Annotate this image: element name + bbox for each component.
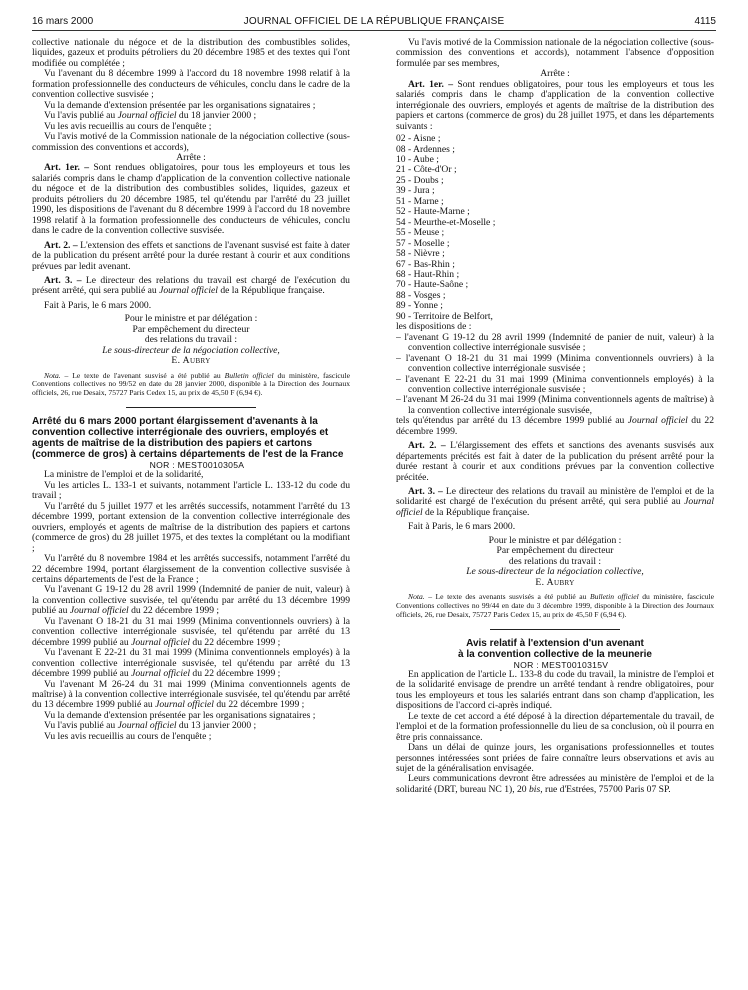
section-divider	[490, 629, 620, 630]
signature-block: Pour le ministre et par délégation : Par empêchement du directeur des relations du travail : Le sous-directeur de la négociation collective, E. Aubry	[396, 536, 714, 588]
avenant-item: – l'avenant M 26-24 du 31 mai 1999 (Minima conventionnels agents de maîtrise) à la convention collective interrégionale susvisée,	[396, 394, 714, 416]
vu-avis-jo: Vu l'avis publié au Journal officiel du 13 janvier 2000 ;	[44, 720, 257, 732]
intro-paragraph: Vu la demande d'extension présentée par les organisations signataires ;	[44, 99, 316, 111]
departement-item: 39 - Jura ;	[396, 185, 435, 197]
departement-item: 90 - Territoire de Belfort,	[396, 310, 493, 322]
fait-a-paris: Fait à Paris, le 6 mars 2000.	[408, 521, 516, 533]
signatory-name: E. Aubry	[535, 576, 575, 588]
departement-item: 55 - Meuse ;	[396, 227, 445, 239]
vu-avenant: Vu l'avenant O 18-21 du 31 mai 1999 (Minima conventionnels ouvriers) à la convention collective interrégionale susvisée, tel qu'étendu par arrêté du 13 décembre 1999 publié au Journal officiel du 22 décembre 1999 ;	[32, 615, 350, 648]
dispositions-line: les dispositions de :	[396, 321, 472, 333]
vu-avis-recueillis: Vu les avis recueillis au cours de l'enquête ;	[44, 120, 212, 132]
departement-item: 25 - Doubs ;	[396, 174, 444, 186]
article-2: Art. 2. – L'élargissement des effets et sanctions des avenants susvisés aux départements précités est fait à dater de la publication du présent arrêté pour la durée restant à courir et aux conditions prévues par la convention collective précitée.	[396, 440, 714, 483]
avis-paragraph: Dans un délai de quinze jours, les organisations professionnelles et toutes personnes intéressées sont priées de faire connaître leurs observations et avis au sujet de la généralisation envisagée.	[396, 742, 714, 775]
vu-paragraph: Vu l'arrêté du 5 juillet 1977 et les arrêtés successifs, notamment l'arrêté du 13 décembre 1999, portant extension de la convention collective interrégionale des ouvriers, employés et agents de maîtrise de la distribution des papiers et cartons (commerce de gros) du 28 juillet 1975, et des textes la complétant ou la modifiant ;	[32, 500, 350, 554]
fait-a-paris: Fait à Paris, le 6 mars 2000.	[44, 299, 152, 311]
vu-avenant: Vu l'avenant G 19-12 du 28 avril 1999 (Indemnité de panier de nuit, valeur) à la convention collective susvisée, tel qu'étendu par arrêté du 13 décembre 1999 publié au Journal officiel du 22 décembre 1999 ;	[32, 584, 350, 617]
avis-paragraph: En application de l'article L. 133-8 du code du travail, la ministre de l'emploi et de la solidarité envisage de prendre un arrêté tendant à rendre obligatoires, pour tous les employeurs et tous les salariés entrant dans son champ d'application, les dispositions de l'accord ci-après indiqué.	[396, 668, 714, 712]
departement-item: 88 - Vosges ;	[396, 289, 446, 301]
avenant-item: – l'avenant E 22-21 du 31 mai 1999 (Minima conventionnels employés) à la convention collective interrégionale susvisée ;	[396, 373, 714, 395]
departement-item: 58 - Nièvre ;	[396, 248, 445, 260]
vu-avenant: Vu l'avenant E 22-21 du 31 mai 1999 (Minima conventionnels employés) à la convention collective interrégionale susvisée, tel qu'étendu par arrêté du 13 décembre 1999 publié au Journal officiel du 22 décembre 1999 ;	[32, 647, 350, 680]
vu-avis-recueillis: Vu les avis recueillis au cours de l'enquête ;	[44, 730, 212, 742]
departement-item: 89 - Yonne ;	[396, 300, 443, 312]
departement-item: 10 - Aube ;	[396, 153, 439, 165]
header-journal-title: JOURNAL OFFICIEL DE LA RÉPUBLIQUE FRANÇAISE	[243, 16, 505, 27]
intro-paragraph: Vu l'avenant du 8 décembre 1999 à l'accord du 18 novembre 1998 relatif à la formation professionnelle des conducteurs de véhicules, conclu dans le cadre de la convention collective susvisée ;	[32, 68, 350, 101]
nota-note: Nota. – Le texte des avenants susvisés a été publié au Bulletin officiel du ministère, fascicule Conventions collectives no 99/44 en date du 3 décembre 1999, disponible à la Direction des Journaux officiels, 26, rue Desaix, 75727 Paris Cedex 15, au prix de 45,50 F (6,94 €).	[396, 592, 714, 619]
ministre-line: La ministre de l'emploi et de la solidarité,	[44, 469, 204, 481]
avenant-item: – l'avenant G 19-12 du 28 avril 1999 (Indemnité de panier de nuit, valeur) à la convention collective interrégionale susvisée ;	[396, 331, 714, 354]
article-2: Art. 2. – L'extension des effets et sanctions de l'avenant susvisé est faite à dater de la publication du présent arrêté pour la durée restant à courir et aux conditions prévues par ledit avenant.	[32, 239, 350, 272]
nor-reference: NOR : MEST0010315V	[513, 659, 609, 670]
article-3: Art. 3. – Le directeur des relations du travail est chargé de l'exécution du présent arrêté, qui sera publié au Journal officiel de la République française.	[32, 274, 350, 297]
header-page-number: 4115	[694, 16, 716, 27]
vu-paragraph: Vu les articles L. 133-1 et suivants, notamment l'article L. 133-12 du code du travail ;	[32, 479, 350, 502]
article-3: Art. 3. – Le directeur des relations du travail au ministère de l'emploi et de la solidarité est chargé de l'exécution du présent arrêté, qui sera publié au Journal officiel de la République française.	[396, 486, 714, 518]
header-date: 16 mars 2000	[32, 16, 94, 27]
avis-last-paragraph: Leurs communications devront être adressées au ministère de l'emploi et de la solidarité (DRT, bureau NC 1), 20 bis, rue d'Estrées, 75700 Paris 07 SP.	[396, 773, 714, 795]
vu-avis-commission: Vu l'avis motivé de la Commission nationale de la négociation collective (sous-commission des conventions et accords),	[32, 131, 350, 153]
departement-item: 70 - Haute-Saône ;	[396, 279, 469, 291]
nor-reference: NOR : MESТ0010305A	[149, 459, 245, 470]
vu-avenant: Vu l'avenant M 26-24 du 31 mai 1999 (Minima conventionnels agents de maîtrise) à la convention collective interrégionale susvisée, tel qu'étendu par arrêté du 13 décembre 1999 publié au Journal officiel du 22 décembre 1999 ;	[32, 678, 350, 711]
article-1: Art. 1er. – Sont rendues obligatoires, pour tous les employeurs et tous les salariés compris dans le champ d'application de la convention collective interrégionale des ouvriers, employés et agents de maîtrise de la distribution des papiers et cartons (commerce de gros) du 28 juillet 1975, et dans les départements suivants :	[396, 78, 714, 132]
departement-item: 54 - Meurthe-et-Moselle ;	[396, 216, 496, 228]
vu-paragraph: Vu l'arrêté du 8 novembre 1984 et les arrêtés successifs, notamment l'arrêté du 22 décembre 1994, portant élargissement de la convention collective susvisée à certains départements de l'est de la France ;	[32, 553, 350, 585]
left-column	[32, 38, 350, 983]
signatory-name: E. Aubry	[171, 355, 211, 367]
signature-block: Pour le ministre et par délégation : Par empêchement du directeur des relations du travail : Le sous-directeur de la négociation collective, E. Aubry	[32, 314, 350, 366]
section-divider	[126, 407, 256, 408]
right-column	[396, 38, 714, 983]
avenant-item: – l'avenant O 18-21 du 31 mai 1999 (Minima conventionnels ouvriers) à la convention collective interrégionale susvisée ;	[396, 352, 714, 375]
tels-etendus: tels qu'étendus par arrêté du 13 décembre 1999 publié au Journal officiel du 22 décembre 1999.	[396, 415, 714, 437]
vu-avis-jo: Vu l'avis publié au Journal officiel du 18 janvier 2000 ;	[44, 110, 257, 122]
departement-item: 68 - Haut-Rhin ;	[396, 268, 460, 280]
intro-paragraph: collective nationale du négoce et de la distribution des combustibles solides, liquides, gazeux et produits pétroliers du 20 décembre 1985 et des textes qui l'ont modifiée ou complétée ;	[32, 38, 350, 69]
avis-paragraph: Le texte de cet accord a été déposé à la direction départementale du travail, de l'emploi et de la formation professionnelle du lieu de sa conclusion, où il pourra en être pris connaissance.	[396, 710, 714, 743]
article-1: Art. 1er. – Sont rendues obligatoires, pour tous les employeurs et tous les salariés compris dans le champ d'application de la convention collective nationale du négoce et de la distribution des combustibles solides, liquides, gazeux et produits pétroliers du 20 décembre 1985, tel qu'étendu par l'arrêté du 23 juillet 1990, les dispositions de l'avenant du 8 décembre 1999 à l'accord du 18 novembre 1998 relatif à la formation professionnelle des conducteurs de véhicules, conclu dans le cadre de la convention collective susvisée.	[32, 162, 350, 237]
departement-item: 67 - Bas-Rhin ;	[396, 258, 455, 270]
arrete-heading: Arrête :	[540, 68, 570, 80]
nota-note: Nota. – Le texte de l'avenant susvisé a été publié au Bulletin officiel du ministère, fascicule Conventions collectives no 99/52 en date du 28 janvier 2000, disponible à la Direction des Journaux officiels, 26, rue Desaix, 75727 Paris Cedex 15, au prix de 45,50 F (6,94 €).	[32, 370, 350, 398]
arrete-heading: Arrête :	[176, 151, 206, 163]
departements-list	[396, 134, 714, 333]
arrete-title: Arrêté du 6 mars 2000 portant élargissement d'avenants à la convention collective interrégionale des ouvriers, employés et agents de maîtrise de la distribution des papiers et cartons (commerce de gros) à certains départements de l'est de la France	[32, 415, 344, 460]
vu-demande: Vu la demande d'extension présentée par les organisations signataires ;	[44, 709, 316, 721]
departement-item: 51 - Marne ;	[396, 195, 444, 207]
avis-title: Avis relatif à l'extension d'un avenant à la convention collective de la meunerie	[458, 637, 652, 660]
departement-item: 08 - Ardennes ;	[396, 143, 455, 155]
departement-item: 57 - Moselle ;	[396, 237, 450, 249]
departement-item: 02 - Aisne ;	[396, 133, 441, 145]
page-header	[32, 14, 716, 31]
departement-item: 21 - Côte-d'Or ;	[396, 164, 457, 176]
departement-item: 52 - Haute-Marne ;	[396, 206, 470, 218]
vu-avis-commission: Vu l'avis motivé de la Commission nationale de la négociation collective (sous-commission des conventions et accords), notamment l'absence d'opposition formulée par ses membres,	[396, 38, 714, 69]
